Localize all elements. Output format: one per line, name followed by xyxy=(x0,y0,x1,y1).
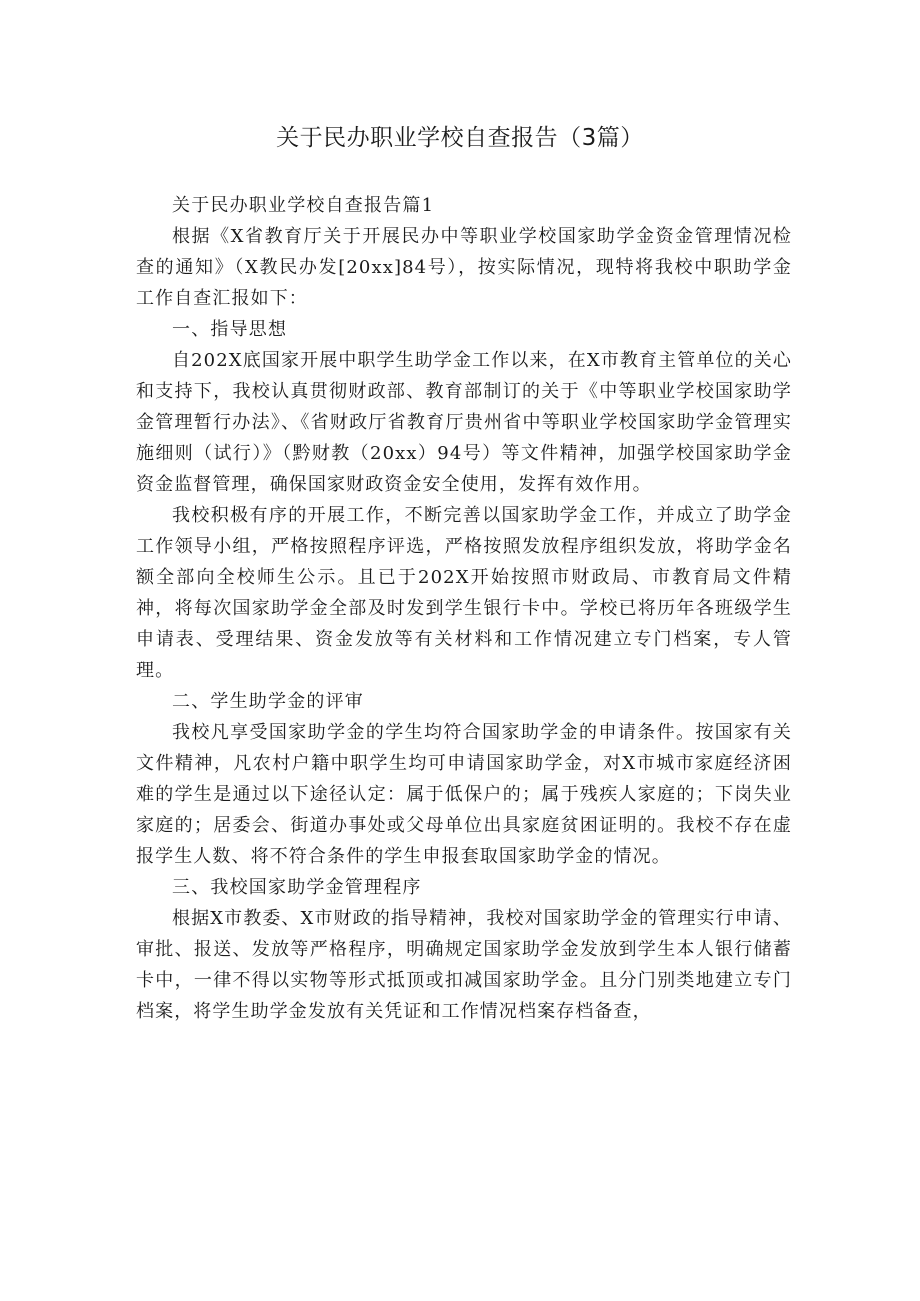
section-heading-review: 二、学生助学金的评审 xyxy=(172,691,364,712)
section-heading-article-1: 关于民办职业学校自查报告篇1 xyxy=(172,195,435,216)
document-title: 关于民办职业学校自查报告（3篇） xyxy=(276,125,644,151)
paragraph-guiding-ideology: 自202X底国家开展中职学生助学金工作以来，在X市教育主管单位的关心和支持下，我校认真贯彻财政部、教育部制订的关于《中等职业学校国家助学金管理暂行办法》、《省财政厅省教育厅贵州省中等职业学校国家助学金管理实施细则（试行）》（黔财教（20xx）94号）等文件精神，加强学校国家助学金资金监督管理，确保国家财政资金安全使用，发挥有效作用。 xyxy=(136,350,792,495)
paragraph-review: 我校凡享受国家助学金的学生均符合国家助学金的申请条件。按国家有关文件精神，凡农村户籍中职学生均可申请国家助学金，对X市城市家庭经济困难的学生是通过以下途径认定：属于低保户的；属于残疾人家庭的；下岗失业家庭的；居委会、街道办事处或父母单位出具家庭贫困证明的。我校不存在虚报学生人数、将不符合条件的学生申报套取国家助学金的情况。 xyxy=(136,722,792,867)
section-heading-guiding-ideology: 一、指导思想 xyxy=(172,319,288,340)
document-body xyxy=(136,190,792,1027)
paragraph-intro: 根据《X省教育厅关于开展民办中等职业学校国家助学金资金管理情况检查的通知》（X教民办发[20xx]84号），按实际情况，现特将我校中职助学金工作自查汇报如下： xyxy=(136,226,792,309)
paragraph-work-progress: 我校积极有序的开展工作，不断完善以国家助学金工作，并成立了助学金工作领导小组，严格按照程序评选，严格按照发放程序组织发放，将助学金名额全部向全校师生公示。且已于202X开始按照市财政局、市教育局文件精神，将每次国家助学金全部及时发到学生银行卡中。学校已将历年各班级学生申请表、受理结果、资金发放等有关材料和工作情况建立专门档案，专人管理。 xyxy=(136,505,792,681)
paragraph-management-procedure: 根据X市教委、X市财政的指导精神，我校对国家助学金的管理实行申请、审批、报送、发放等严格程序，明确规定国家助学金发放到学生本人银行储蓄卡中，一律不得以实物等形式抵顶或扣减国家助学金。且分门别类地建立专门档案，将学生助学金发放有关凭证和工作情况档案存档备查， xyxy=(136,908,792,1022)
section-heading-management-procedure: 三、我校国家助学金管理程序 xyxy=(172,877,422,898)
